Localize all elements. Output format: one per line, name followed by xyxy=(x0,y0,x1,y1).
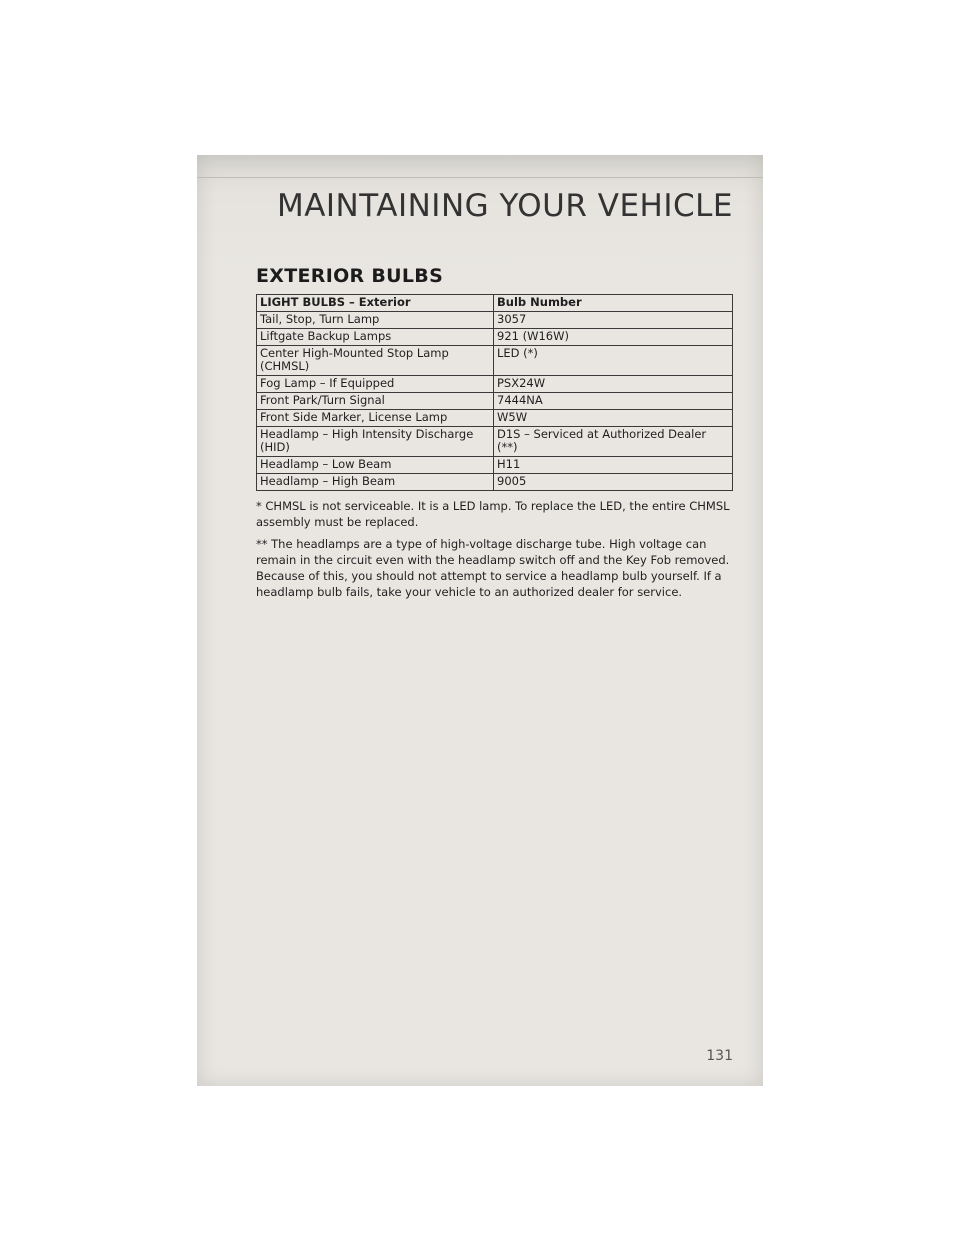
table-row xyxy=(257,393,733,410)
column-header-bulb-number: Bulb Number xyxy=(494,295,733,312)
bulb-location-cell: Headlamp – Low Beam xyxy=(257,457,494,474)
page-title: EXTERIOR BULBS xyxy=(256,265,444,287)
bulb-location-cell: Headlamp – High Beam xyxy=(257,474,494,491)
bulb-location-cell: Headlamp – High Intensity Discharge (HID) xyxy=(257,427,494,457)
table-row xyxy=(257,410,733,427)
table-row xyxy=(257,329,733,346)
bulb-table xyxy=(256,294,733,491)
bulb-number-cell: 3057 xyxy=(494,312,733,329)
bulb-location-cell: Liftgate Backup Lamps xyxy=(257,329,494,346)
bulb-number-cell: H11 xyxy=(494,457,733,474)
footnote-headlamp: ** The headlamps are a type of high-voltage discharge tube. High voltage can remain in the circuit even with the headlamp switch off and the Key Fob removed. Because of this, you should not attempt to service a headlamp bulb yourself. If a headlamp bulb fails, take your vehicle to an authorized dealer for service. xyxy=(256,537,730,599)
table-row xyxy=(257,457,733,474)
bulb-location-cell: Fog Lamp – If Equipped xyxy=(257,376,494,393)
bulb-number-cell: 7444NA xyxy=(494,393,733,410)
bulb-number-cell: 921 (W16W) xyxy=(494,329,733,346)
bulb-number-cell: PSX24W xyxy=(494,376,733,393)
table-row xyxy=(257,312,733,329)
bulb-number-cell: D1S – Serviced at Authorized Dealer (**) xyxy=(494,427,733,457)
table-row xyxy=(257,346,733,376)
footnotes xyxy=(256,498,736,606)
page-number: 131 xyxy=(706,1048,733,1064)
bulb-number-cell: 9005 xyxy=(494,474,733,491)
bulb-location-cell: Front Side Marker, License Lamp xyxy=(257,410,494,427)
table-row xyxy=(257,376,733,393)
bulb-location-cell: Tail, Stop, Turn Lamp xyxy=(257,312,494,329)
bulb-number-cell: LED (*) xyxy=(494,346,733,376)
header-rule xyxy=(197,177,763,178)
manual-page xyxy=(197,155,763,1086)
table-row xyxy=(257,427,733,457)
table-header-row xyxy=(257,295,733,312)
table-row xyxy=(257,474,733,491)
section-header: MAINTAINING YOUR VEHICLE xyxy=(276,188,733,224)
bulb-location-cell: Front Park/Turn Signal xyxy=(257,393,494,410)
footnote-chmsl: * CHMSL is not serviceable. It is a LED lamp. To replace the LED, the entire CHMSL assembly must be replaced. xyxy=(256,499,730,529)
bulb-number-cell: W5W xyxy=(494,410,733,427)
bulb-location-cell: Center High-Mounted Stop Lamp (CHMSL) xyxy=(257,346,494,376)
column-header-light-bulbs: LIGHT BULBS – Exterior xyxy=(257,295,494,312)
